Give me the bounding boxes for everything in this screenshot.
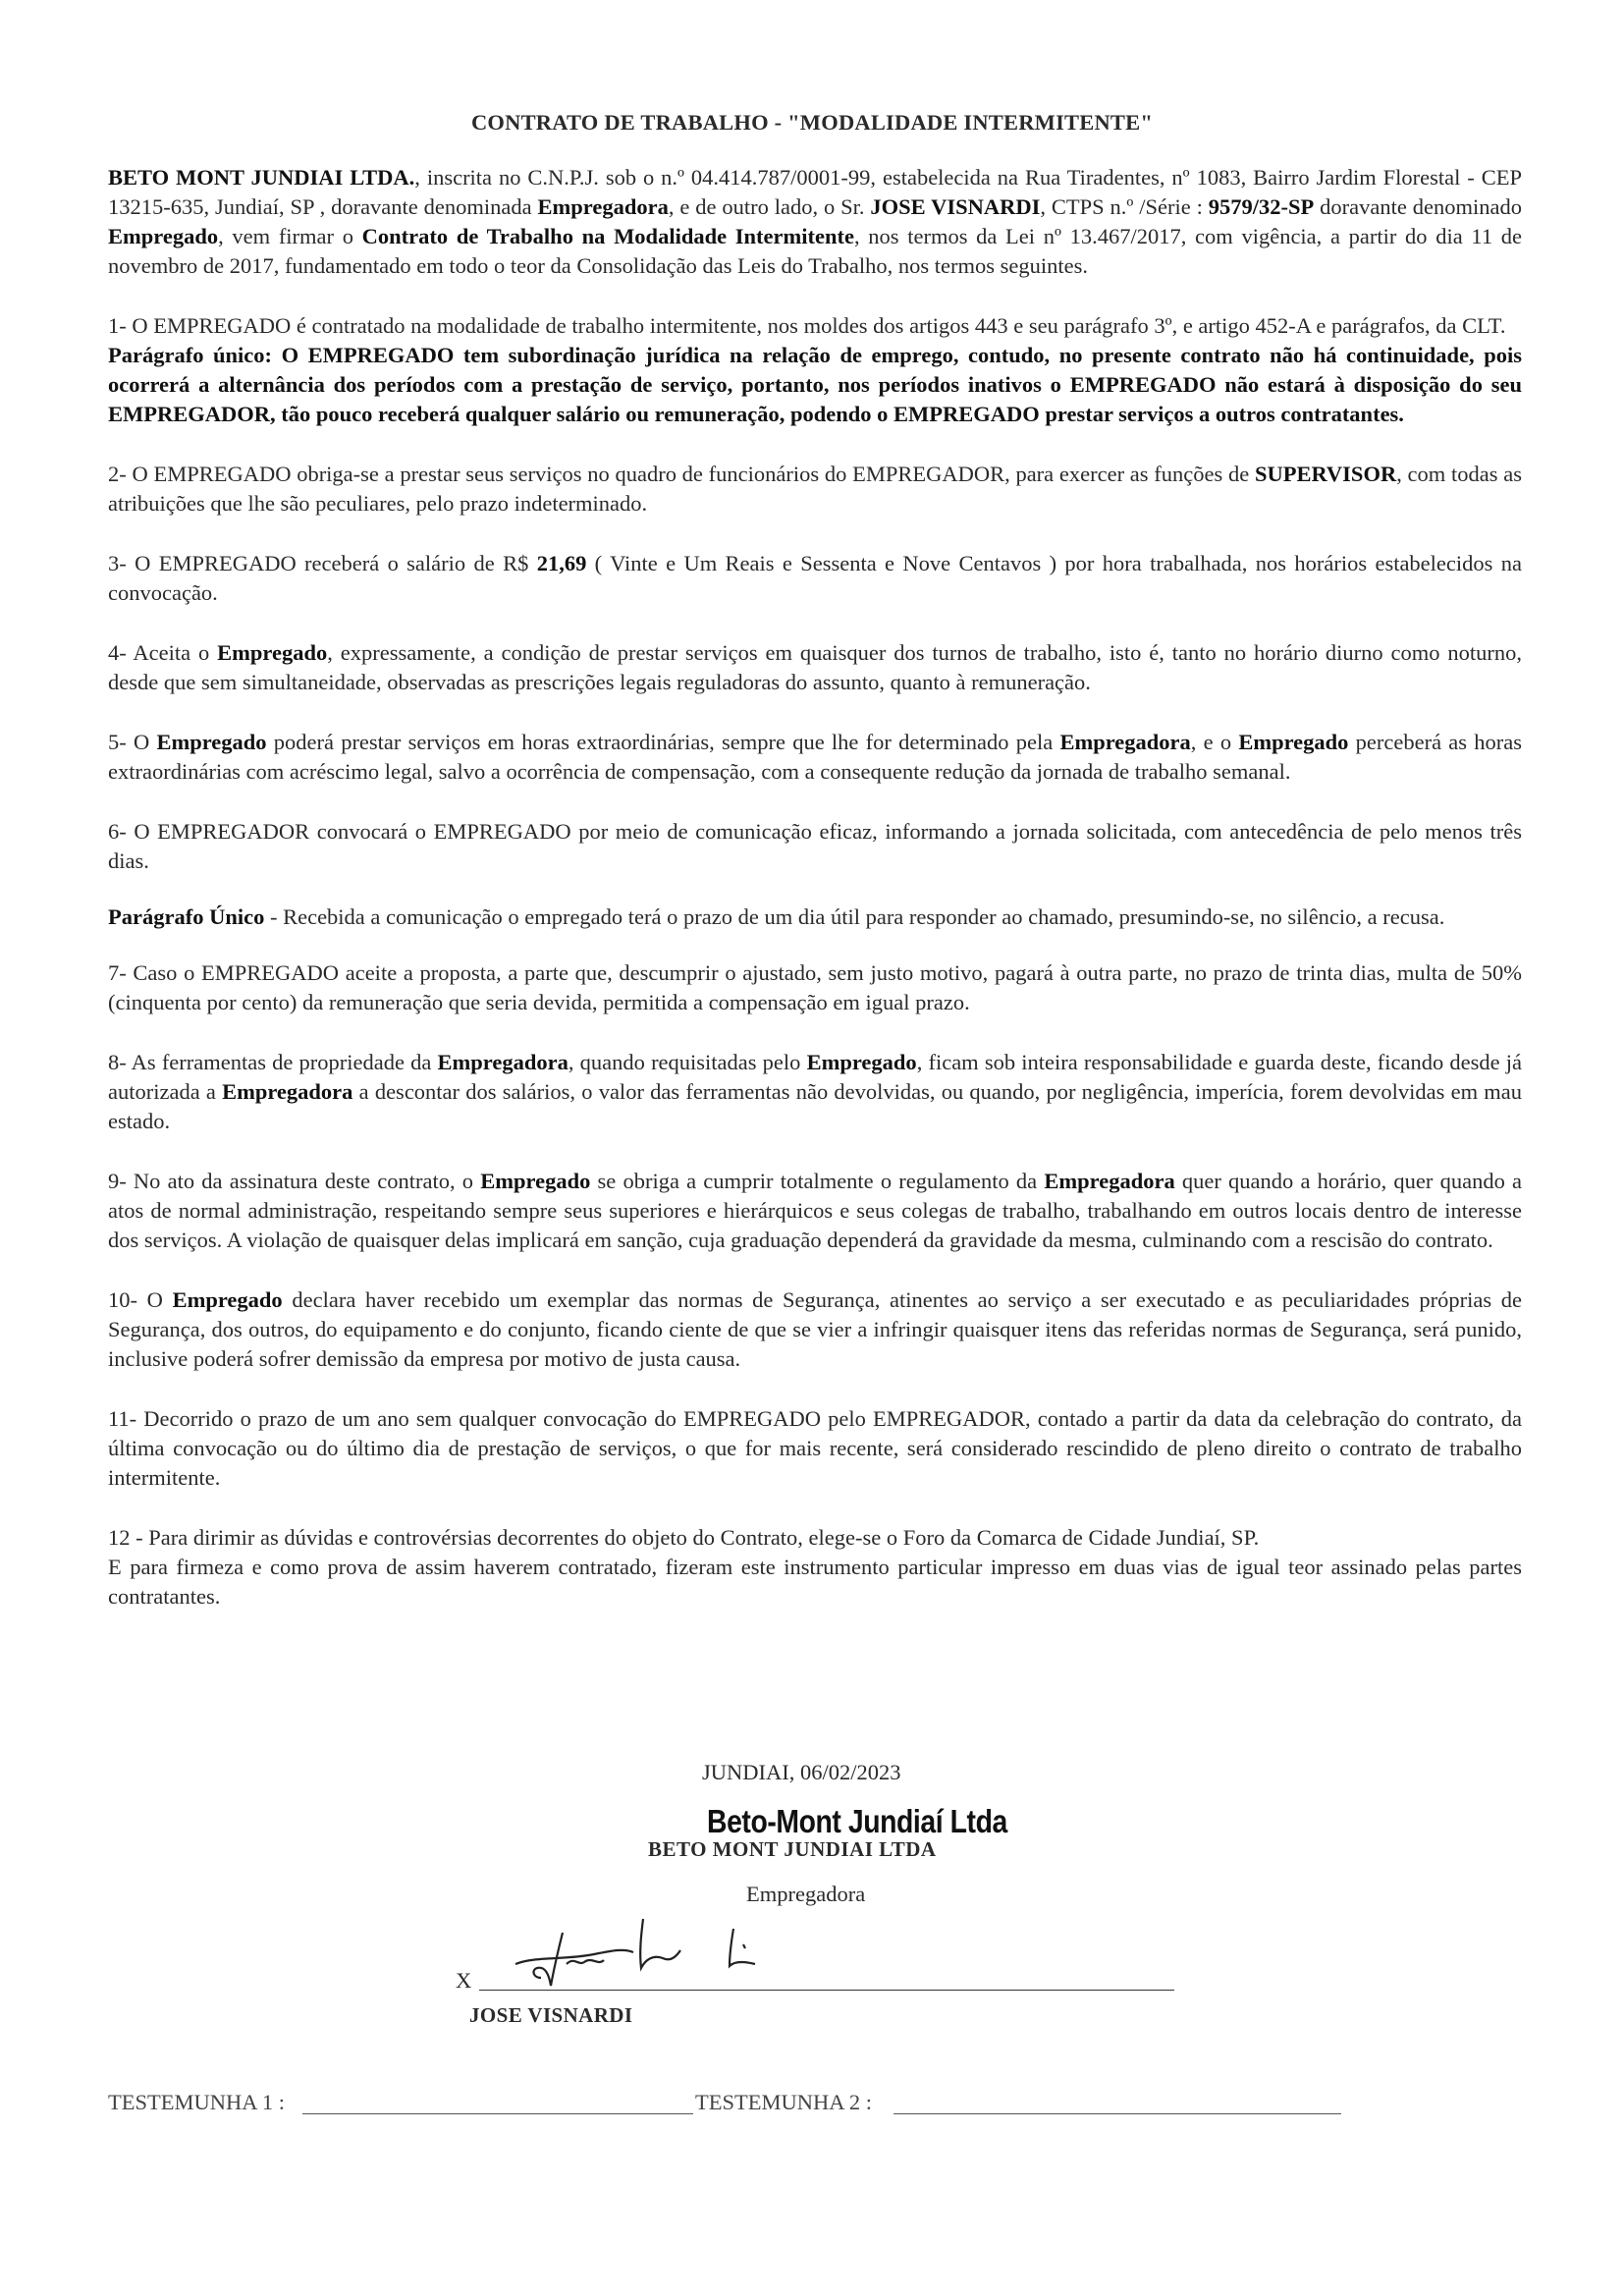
clause-7: 7- Caso o EMPREGADO aceite a proposta, a parte que, descumprir o ajustado, sem justo motivo, pagará à outra parte, no prazo de trinta dias, multa de 50% (cinquenta por cento) da remuneração que seria devida, permitida a compensação em igual prazo.	[108, 960, 1522, 1014]
clause-10: 10- O Empregado declara haver recebido um exemplar das normas de Segurança, atinentes ao serviço a ser executado e as peculiaridades próprias de Segurança, dos outros, do equipamento e do conjunto, ficando ciente de que se vier a infringir quaisquer itens das referidas normas de Segurança, será punido, inclusive poderá sofrer demissão da empresa por motivo de justa causa.	[108, 1287, 1522, 1371]
clause-4: 4- Aceita o Empregado, expressamente, a condição de prestar serviços em quaisquer dos turnos de trabalho, isto é, tanto no horário diurno como noturno, desde que sem simultaneidade, observadas as prescrições legais reguladoras do assunto, quanto à remuneração.	[108, 640, 1522, 694]
witness-2-label: TESTEMUNHA 2 :	[695, 2090, 872, 2114]
company-signature-role: Empregadora	[746, 1882, 866, 1906]
clause-5: 5- O Empregado poderá prestar serviços em horas extraordinárias, sempre que lhe for determinado pela Empregadora, e o Empregado perceberá as horas extraordinárias com acréscimo legal, salvo a ocorrência de compensação, com a consequente redução da jornada de trabalho semanal.	[108, 730, 1522, 784]
employee-signature-line	[479, 1990, 1174, 1991]
witness-1-label: TESTEMUNHA 1 :	[108, 2090, 285, 2114]
company-signature-name: BETO MONT JUNDIAI LTDA	[648, 1837, 937, 1861]
clause-1-paragraph: Parágrafo único: O EMPREGADO tem subordinação jurídica na relação de emprego, contudo, no presente contrato não há continuidade, pois ocorrerá a alternância dos períodos com a prestação de serviço, portanto, nos períodos inativos o EMPREGADO não estará à disposição do seu EMPREGADOR, tão pouco receberá qualquer salário ou remuneração, podendo o EMPREGADO prestar serviços a outros contratantes.	[108, 343, 1522, 426]
signature-x-mark: X	[456, 1968, 472, 1993]
witness-2-line[interactable]	[893, 2113, 1341, 2114]
closing-statement: E para firmeza e como prova de assim haverem contratado, fizeram este instrumento particular impresso em duas vias de igual teor assinado pelas partes contratantes.	[108, 1555, 1522, 1609]
document-body	[108, 163, 1522, 1612]
clause-8: 8- As ferramentas de propriedade da Empregadora, quando requisitadas pelo Empregado, ficam sob inteira responsabilidade e guarda deste, ficando desde já autorizada a Empregadora a descontar dos salários, o valor das ferramentas não devolvidas, ou quando, por negligência, imperícia, forem devolvidas em mau estado.	[108, 1050, 1523, 1133]
company-name: BETO MONT JUNDIAI LTDA.	[108, 165, 415, 190]
clause-11: 11- Decorrido o prazo de um ano sem qualquer convocação do EMPREGADO pelo EMPREGADOR, contado a partir da data da celebração do contrato, da última convocação ou do último dia de prestação de serviços, o que for mais recente, será considerado rescindido de pleno direito o contrato de trabalho intermitente.	[108, 1406, 1522, 1490]
employee-signature	[476, 1905, 830, 1994]
place-and-date: JUNDIAI, 06/02/2023	[702, 1760, 901, 1784]
company-stamp: Beto-Mont Jundiaí Ltda	[707, 1803, 1007, 1839]
clause-6-paragraph: Parágrafo Único - Recebida a comunicação o empregado terá o prazo de um dia útil para responder ao chamado, presumindo-se, no silêncio, a recusa.	[108, 904, 1445, 929]
clause-1: 1- O EMPREGADO é contratado na modalidade de trabalho intermitente, nos moldes dos artigos 443 e seu parágrafo 3º, e artigo 452-A e parágrafos, da CLT.	[108, 313, 1506, 338]
witness-1-line[interactable]	[302, 2113, 693, 2114]
clause-12: 12 - Para dirimir as dúvidas e controvérsias decorrentes do objeto do Contrato, elege-se o Foro da Comarca de Cidade Jundiaí, SP.	[108, 1525, 1260, 1550]
preamble: BETO MONT JUNDIAI LTDA., inscrita no C.N.P.J. sob o n.º 04.414.787/0001-99, estabelecida na Rua Tiradentes, nº 1083, Bairro Jardim Florestal - CEP 13215-635, Jundiaí, SP , doravante denominada Empregadora, e de outro lado, o Sr. JOSE VISNARDI, CTPS n.º /Série : 9579/32-SP doravante denominado Empregado, vem firmar o Contrato de Trabalho na Modalidade Intermitente, nos termos da Lei nº 13.467/2017, com vigência, a partir do dia 11 de novembro de 2017, fundamentado em todo o teor da Consolidação das Leis do Trabalho, nos termos seguintes.	[108, 165, 1522, 278]
clause-2: 2- O EMPREGADO obriga-se a prestar seus serviços no quadro de funcionários do EMPREGADOR, para exercer as funções de SUPERVISOR, com todas as atribuições que lhe são peculiares, pelo prazo indeterminado.	[108, 462, 1522, 516]
clause-6: 6- O EMPREGADOR convocará o EMPREGADO por meio de comunicação eficaz, informando a jornada solicitada, com antecedência de pelo menos três dias.	[108, 819, 1522, 873]
clause-9: 9- No ato da assinatura deste contrato, o Empregado se obriga a cumprir totalmente o regulamento da Empregadora quer quando a horário, quer quando a atos de normal administração, respeitando sempre seus superiores e hierárquicos e seus colegas de trabalho, trabalhando em outros locais dentro de interesse dos serviços. A violação de quaisquer delas implicará em sanção, cuja graduação dependerá da gravidade da mesma, culminando com a rescisão do contrato.	[108, 1169, 1523, 1252]
clause-3: 3- O EMPREGADO receberá o salário de R$ 21,69 ( Vinte e Um Reais e Sessenta e Nove Centavos ) por hora trabalhada, nos horários estabelecidos na convocação.	[108, 551, 1522, 605]
document-title: CONTRATO DE TRABALHO - "MODALIDADE INTERMITENTE"	[470, 110, 1154, 135]
employee-signature-name: JOSE VISNARDI	[469, 2003, 633, 2027]
